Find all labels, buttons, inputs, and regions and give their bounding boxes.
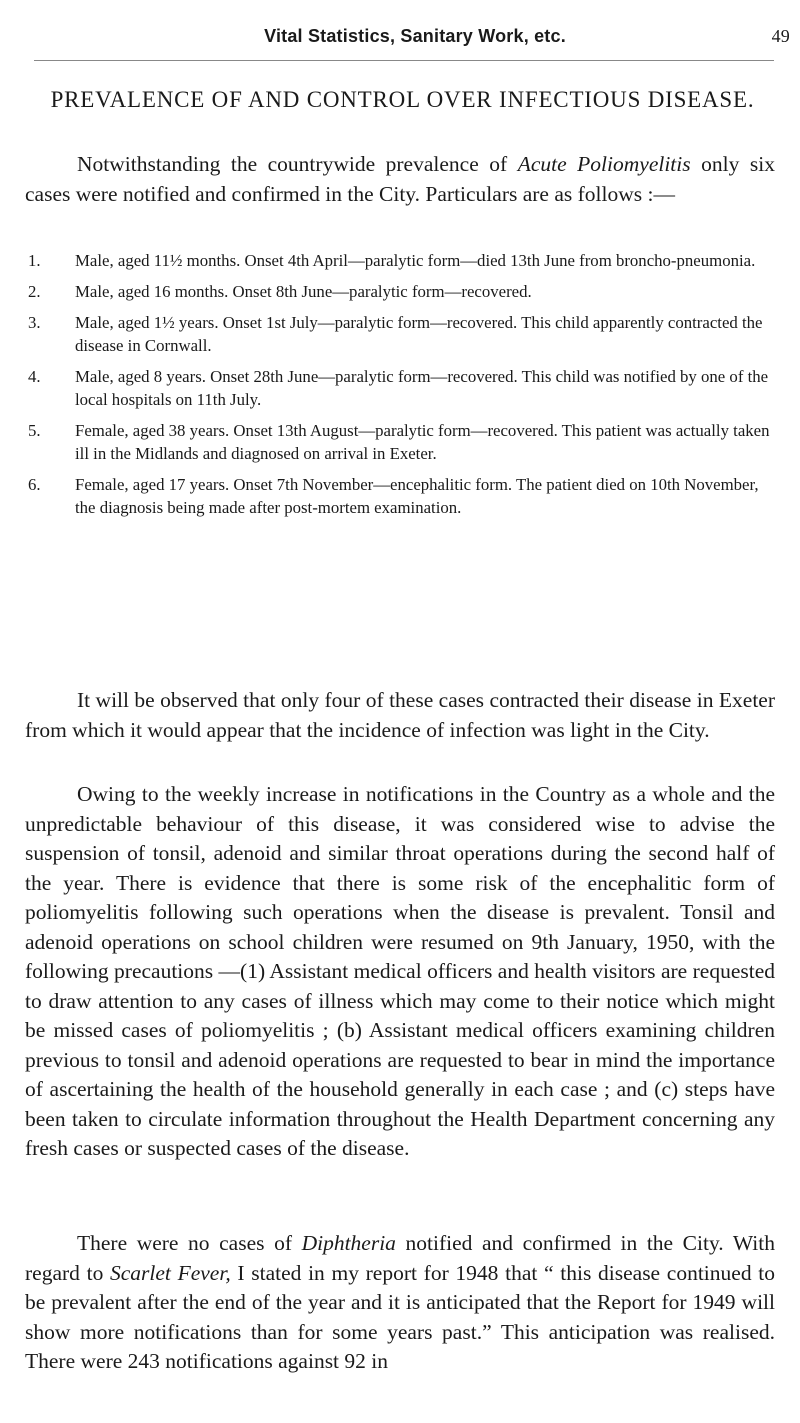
case-item [28, 249, 773, 272]
case-number: 2. [28, 282, 41, 301]
disease-term-scarlet-fever: Scarlet Fever, [110, 1260, 231, 1285]
diphtheria-text-2: notified and confirmed in the City. With regard to [25, 1231, 776, 1285]
case-text: Female, aged 38 years. Onset 13th August—paralytic form—recovered. This patient was actually taken ill in the Midlands and diagnosed on arrival in Exeter. [75, 421, 770, 463]
page-number: 49 [771, 26, 790, 46]
disease-term-diphtheria: Diphtheria [301, 1231, 396, 1255]
intro-text-after: only six cases were notified and confirmed in the City. Particulars are as follows :— [25, 152, 775, 206]
header-rule [34, 60, 774, 61]
case-text: Male, aged 16 months. Onset 8th June—paralytic form—recovered. [75, 282, 532, 301]
disease-term-poliomyelitis: Acute Poliomyelitis [517, 152, 691, 176]
running-header [30, 26, 800, 48]
case-number: 4. [28, 367, 41, 386]
case-text: Male, aged 8 years. Onset 28th June—paralytic form—recovered. This child was notified by one of the local hospitals on 11th July. [75, 367, 769, 409]
case-text: Female, aged 17 years. Onset 7th November—encephalitic form. The patient died on 10th November, the diagnosis being made after post-mortem examination. [75, 475, 759, 517]
running-title: Vital Statistics, Sanitary Work, etc. [264, 26, 566, 46]
case-number: 6. [28, 475, 41, 494]
intro-paragraph [25, 150, 775, 209]
case-item [28, 473, 773, 519]
diphtheria-paragraph [25, 1229, 775, 1377]
observation-paragraph: It will be observed that only four of these cases contracted their disease in Exeter from which it would appear that the incidence of infection was light in the City. [25, 688, 775, 742]
intro-text-before: Notwithstanding the countrywide prevalence of [77, 152, 518, 176]
diphtheria-text-3: I stated in my report for 1948 that “ this disease continued to be prevalent after the end of the year and it is anticipated that the Report for 1949 will show more notifications than for some years past.” This anticipation was realised. There were 243 notifications against 92 in [25, 1260, 775, 1373]
diphtheria-text-1: There were no cases of [77, 1231, 302, 1255]
case-list [28, 249, 773, 527]
precautions-paragraph: Owing to the weekly increase in notifications in the Country as a whole and the unpredictable behaviour of this disease, it was considered wise to advise the suspension of tonsil, adenoid and similar throat operations during the second half of the year. There is evidence that there is some risk of the encephalitic form of poliomyelitis following such operations when the disease is prevalent. Tonsil and adenoid operations on school children were resumed on 9th January, 1950, with the following precautions —(1) Assistant medical officers and health visitors are requested to draw attention to any cases of illness which may come to their notice which might be missed cases of poliomyelitis ; (b) Assistant medical officers examining children previous to tonsil and adenoid operations are requested to bear in mind the importance of ascertaining the health of the household generally in each case ; and (c) steps have been taken to circulate information throughout the Health Department concerning any fresh cases or suspected cases of the disease. [25, 782, 775, 1160]
case-item [28, 280, 773, 303]
case-text: Male, aged 1½ years. Onset 1st July—paralytic form—recovered. This child apparently contracted the disease in Cornwall. [75, 313, 763, 355]
case-number: 3. [28, 313, 41, 332]
case-number: 1. [28, 251, 41, 270]
case-item [28, 311, 773, 357]
case-item [28, 365, 773, 411]
case-item [28, 419, 773, 465]
case-number: 5. [28, 421, 41, 440]
section-title: PREVALENCE OF AND CONTROL OVER INFECTIOUS DISEASE. [50, 87, 755, 112]
case-text: Male, aged 11½ months. Onset 4th April—paralytic form—died 13th June from broncho-pneumonia. [75, 251, 756, 270]
